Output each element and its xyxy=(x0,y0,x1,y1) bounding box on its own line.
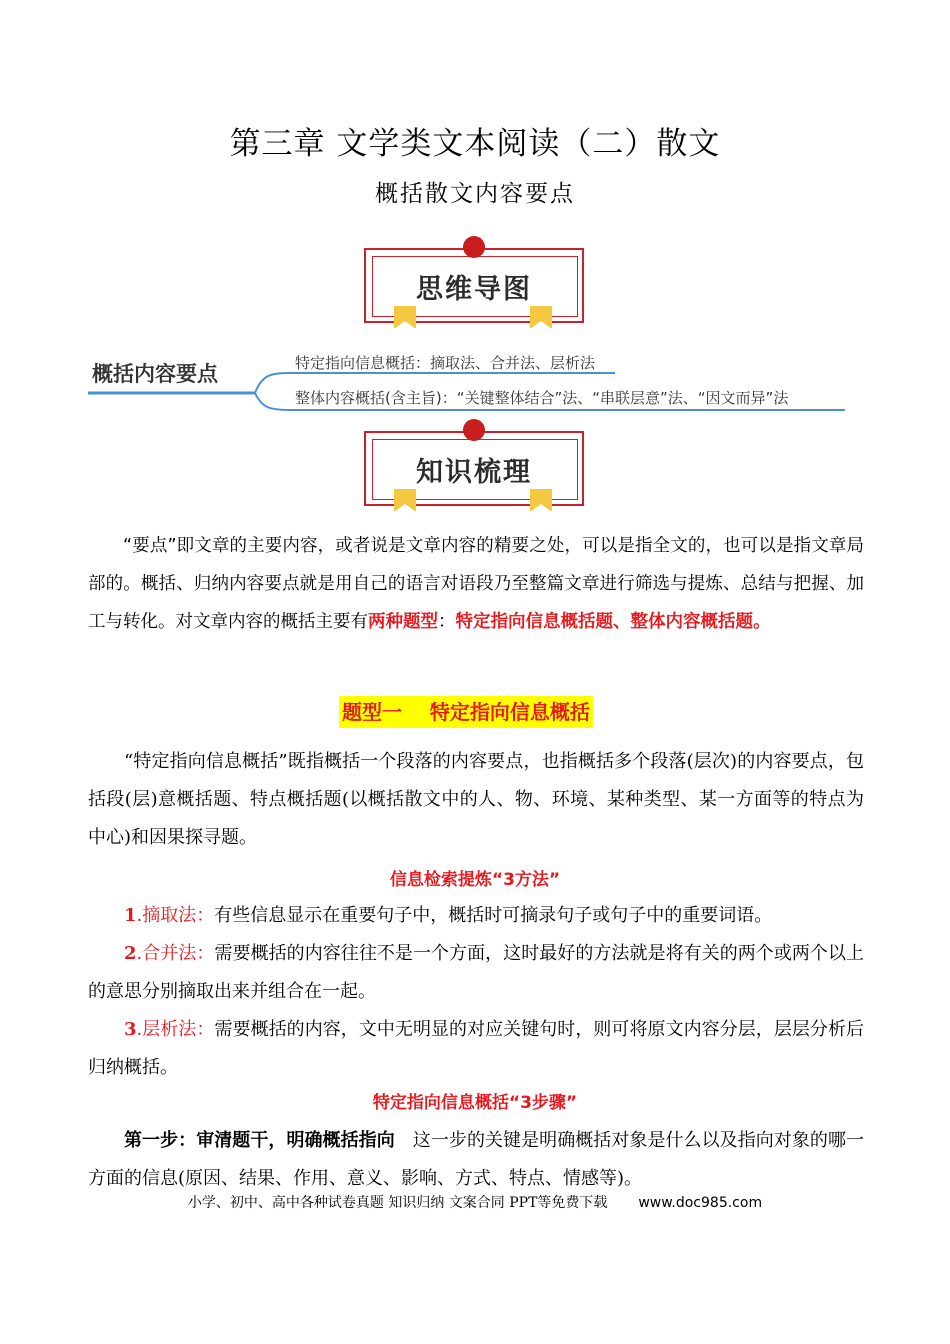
mindmap-badge-label: 思维导图 xyxy=(416,274,532,305)
page-subtitle: 概括散文内容要点 xyxy=(375,181,575,207)
intro-sep: ： xyxy=(438,612,456,632)
mindmap-root: 概括内容要点 xyxy=(92,362,218,386)
steps-heading: 特定指向信息概括“3步骤” xyxy=(372,1093,578,1113)
intro-highlight-names: 特定指向信息概括题、整体内容概括题。 xyxy=(455,612,771,632)
footer xyxy=(0,1192,950,1212)
knowledge-badge-label: 知识梳理 xyxy=(416,457,532,488)
method-number: 3 xyxy=(124,1019,137,1040)
step-item xyxy=(88,1122,864,1198)
methods-heading: 信息检索提炼“3方法” xyxy=(389,870,561,890)
intro-paragraph xyxy=(88,527,864,641)
method-name: .合并法： xyxy=(136,943,215,964)
method-text: 有些信息显示在重要句子中，概括时可摘录句子或句子中的重要词语。 xyxy=(214,905,773,926)
method-item xyxy=(88,897,864,935)
footer-url[interactable]: www.doc985.com xyxy=(638,1195,763,1211)
mindmap-branch: 整体内容概括(含主旨)：“关键整体结合”法、“串联层意”法、“因文而异”法 xyxy=(295,389,789,407)
ribbon-right-icon xyxy=(530,306,552,328)
intro-highlight-types: 两种题型 xyxy=(368,612,438,632)
intro-text: “要点”即文章的主要内容，或者说是文章内容的精要之处，可以是指全文的，也可以是指文章局部的。概括、归纳内容要点就是用自己的语言对语段乃至整篇文章进行筛选与提炼、总结与把握、加工与转化。对文章内容的概括主要有 xyxy=(88,536,864,632)
ribbon-right-icon xyxy=(530,489,552,511)
method-name: .摘取法： xyxy=(136,905,215,926)
knowledge-badge xyxy=(364,431,584,506)
red-dot-icon xyxy=(463,419,485,441)
method-text: 需要概括的内容，文中无明显的对应关键句时，则可将原文内容分层，层层分析后归纳概括。 xyxy=(88,1019,864,1078)
section-tag: 题型一 特定指向信息概括 xyxy=(339,696,593,728)
method-number: 2 xyxy=(124,943,137,964)
section1-paragraph: “特定指向信息概括”既指概括一个段落的内容要点，也指概括多个段落(层次)的内容要点，包括段(层)意概括题、特点概括题(以概括散文中的人、物、环境、某种类型、某一方面等的特点为中心)和因果探寻题。 xyxy=(88,751,864,848)
page-title: 第三章 文学类文本阅读（二）散文 xyxy=(229,126,721,162)
method-item xyxy=(88,1011,864,1087)
red-dot-icon xyxy=(463,236,485,258)
method-text: 需要概括的内容往往不是一个方面，这时最好的方法就是将有关的两个或两个以上的意思分别摘取出来并组合在一起。 xyxy=(88,943,864,1002)
step-text: 这一步的关键是明确概括对象是什么以及指向对象的哪一方面的信息(原因、结果、作用、意义、影响、方式、特点、情感等)。 xyxy=(88,1130,864,1189)
mindmap-branch: 特定指向信息概括：摘取法、合并法、层析法 xyxy=(295,354,596,372)
mindmap-badge xyxy=(364,248,584,323)
ribbon-left-icon xyxy=(394,306,416,328)
method-number: 1 xyxy=(124,905,137,926)
method-item xyxy=(88,935,864,1011)
step-label: 第一步：审清题干，明确概括指向 xyxy=(124,1130,395,1151)
ribbon-left-icon xyxy=(394,489,416,511)
method-name: .层析法： xyxy=(136,1019,215,1040)
footer-text: 小学、初中、高中各种试卷真题 知识归纳 文案合同 PPT等免费下载 xyxy=(187,1195,608,1211)
